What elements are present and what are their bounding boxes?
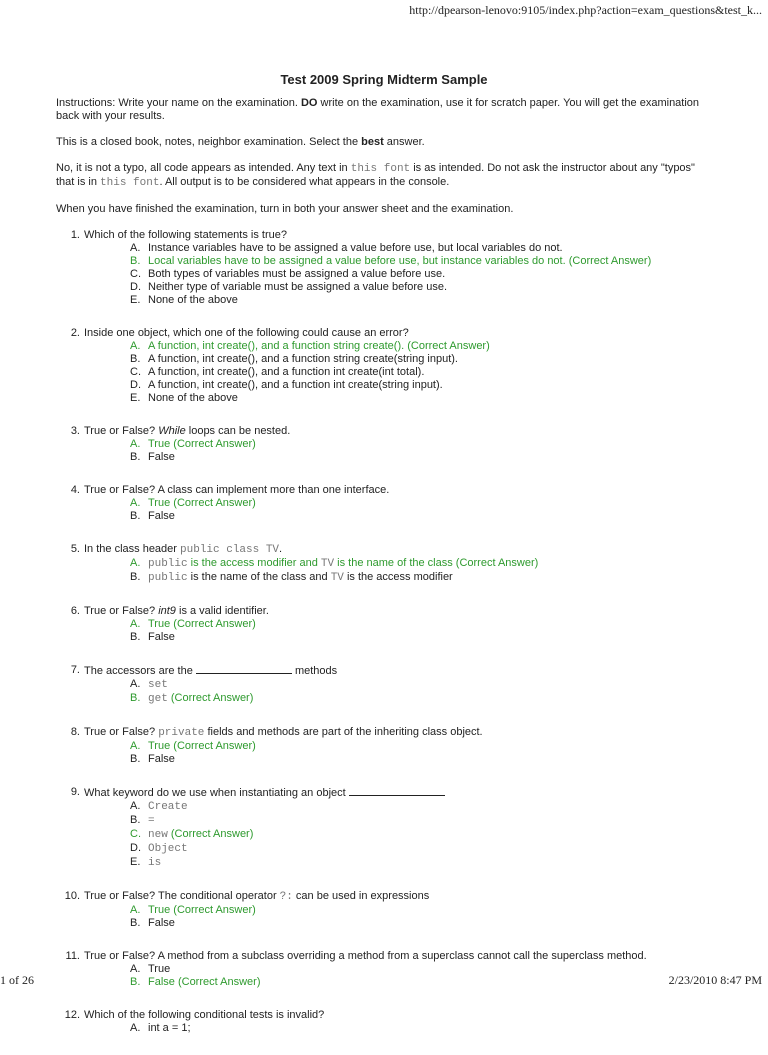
answer-option: [130, 753, 716, 766]
option-letter: B.: [130, 571, 141, 583]
correct-option: [130, 438, 716, 451]
correct-option: [130, 340, 716, 353]
question-text: [84, 726, 716, 740]
answer-option: [130, 631, 716, 644]
question-text: [84, 327, 716, 340]
page-title: Test 2009 Spring Midterm Sample: [280, 72, 488, 87]
question-item: [56, 327, 716, 405]
text-segment: None of the above: [148, 392, 238, 404]
answer-option: [130, 242, 716, 255]
option-list: [84, 242, 716, 307]
text-segment: True: [148, 740, 171, 752]
code-text: this font: [350, 163, 411, 175]
correct-answer-label: (Correct Answer): [565, 255, 652, 267]
correct-option: [130, 557, 716, 571]
option-text: [148, 392, 238, 404]
option-text: [148, 692, 253, 704]
text-segment: loops can be nested.: [185, 425, 291, 437]
text-segment: Both types of variables must be assigned a value before use.: [148, 268, 446, 280]
text-segment: Instance variables have to be assigned a value before use, but local variables do not.: [148, 242, 563, 254]
answer-blank: [196, 664, 292, 674]
option-list: [84, 904, 716, 930]
text-segment: is the name of the class and: [187, 571, 331, 583]
text-segment: Which of the following conditional tests is invalid?: [84, 1009, 325, 1021]
question-item: [56, 229, 716, 307]
option-list: [84, 340, 716, 405]
text-segment: True or False? A class can implement more than one interface.: [84, 484, 390, 496]
question-text: [84, 950, 716, 963]
bold-text: DO: [300, 97, 318, 109]
answer-option: [130, 678, 716, 692]
code-text: new: [148, 829, 168, 841]
question-text: [84, 484, 716, 497]
answer-option: [130, 451, 716, 464]
code-text: public: [148, 558, 188, 570]
text-segment: write on the examination, use it for scratch paper. You will get the examination back with your results.: [56, 97, 700, 122]
option-text: [148, 353, 458, 365]
text-segment: is a valid identifier.: [175, 605, 269, 617]
text-segment: True: [148, 904, 171, 916]
question-number: 12.: [64, 1009, 80, 1021]
text-segment: This is a closed book, notes, neighbor examination. Select the: [56, 136, 362, 148]
answer-option: [130, 917, 716, 930]
option-text: [148, 828, 253, 840]
option-letter: B.: [130, 451, 141, 463]
text-segment: False: [148, 631, 175, 643]
option-text: [148, 510, 175, 522]
option-text: [148, 917, 175, 929]
option-list: [84, 557, 716, 585]
option-letter: C.: [130, 268, 141, 280]
correct-option: [130, 740, 716, 753]
option-letter: A.: [130, 678, 141, 690]
instructions: [56, 97, 716, 216]
option-text: [148, 963, 170, 975]
question-number: 5.: [70, 543, 80, 555]
option-letter: C.: [130, 366, 141, 378]
text-segment: . All output is to be considered what appears in the console.: [159, 176, 450, 188]
correct-answer-label: (Correct Answer): [167, 692, 254, 704]
correct-option: [130, 976, 716, 989]
code-text: private: [158, 727, 205, 739]
text-segment: .: [279, 543, 283, 555]
correct-option: [130, 497, 716, 510]
text-segment: False: [148, 917, 175, 929]
text-segment: No, it is not a typo, all code appears as intended. Any text in: [56, 162, 351, 174]
option-list: [84, 678, 716, 706]
question-list: [56, 229, 716, 1035]
answer-option: [130, 856, 716, 870]
correct-answer-label: (Correct Answer): [170, 438, 256, 450]
question-text: [84, 1009, 716, 1022]
text-segment: True or False? A method from a subclass overriding a method from a superclass cannot call the superclass method.: [84, 950, 647, 962]
bold-text: best: [361, 136, 384, 148]
question-number: 3.: [70, 425, 80, 437]
option-list: [84, 800, 716, 870]
question-text: [84, 664, 716, 678]
text-segment: True: [148, 618, 171, 630]
question-number: 6.: [70, 605, 80, 617]
option-text: [148, 340, 490, 352]
code-text: public class TV: [180, 544, 280, 556]
question-item: [56, 890, 716, 930]
text-segment: False: [148, 753, 175, 765]
text-segment: True or False?: [84, 726, 159, 738]
question-number: 2.: [70, 327, 80, 339]
option-letter: E.: [130, 392, 141, 404]
option-list: [84, 438, 716, 464]
text-segment: Local variables have to be assigned a value before use, but instance variables do not.: [148, 255, 566, 267]
answer-option: [130, 379, 716, 392]
correct-answer-label: (Correct Answer): [170, 740, 256, 752]
code-text: TV: [330, 572, 344, 584]
text-segment: A function, int create(), and a function string create().: [148, 340, 405, 352]
correct-answer-label: (Correct Answer): [170, 904, 256, 916]
answer-option: [130, 353, 716, 366]
code-text: set: [148, 679, 168, 691]
text-segment: True or False? The conditional operator: [84, 890, 280, 902]
code-text: ?:: [279, 891, 293, 903]
question-number: 9.: [70, 786, 80, 798]
option-text: [148, 904, 256, 916]
answer-option: [130, 571, 716, 585]
option-list: [84, 618, 716, 644]
answer-option: [130, 268, 716, 281]
option-letter: A.: [130, 497, 141, 509]
option-text: [148, 1022, 191, 1034]
answer-option: [130, 392, 716, 405]
correct-answer-label: (Correct Answer): [452, 557, 539, 569]
option-letter: A.: [130, 340, 141, 352]
option-text: [148, 800, 188, 812]
answer-option: [130, 963, 716, 976]
option-list: [84, 963, 716, 989]
text-segment: None of the above: [148, 294, 238, 306]
correct-option: [130, 692, 716, 706]
text-segment: What keyword do we use when instantiating an object: [84, 787, 349, 799]
option-letter: B.: [130, 692, 141, 704]
question-text: [84, 890, 716, 904]
option-text: [148, 438, 256, 450]
option-letter: B.: [130, 255, 141, 267]
exam-content: [56, 97, 716, 1055]
print-datetime: 2/23/2010 8:47 PM: [668, 973, 762, 987]
question-item: [56, 726, 716, 766]
option-text: [148, 976, 260, 988]
italic-text: While: [158, 425, 186, 437]
option-text: [148, 497, 256, 509]
question-number: 1.: [70, 229, 80, 241]
text-segment: A function, int create(), and a function string create(string input).: [148, 353, 458, 365]
answer-option: [130, 842, 716, 856]
question-item: [56, 1009, 716, 1035]
question-number: 8.: [70, 726, 80, 738]
answer-option: [130, 281, 716, 294]
correct-answer-label: (Correct Answer): [404, 340, 490, 352]
option-letter: E.: [130, 294, 141, 306]
text-segment: Instructions: Write your name on the examination.: [56, 97, 301, 109]
text-segment: False: [148, 451, 175, 463]
answer-option: [130, 1022, 716, 1035]
question-text: [84, 543, 716, 557]
correct-option: [130, 904, 716, 917]
option-text: [148, 571, 453, 583]
question-item: [56, 950, 716, 989]
option-letter: C.: [130, 828, 141, 840]
question-text: [84, 229, 716, 242]
question-number: 11.: [65, 950, 80, 962]
text-segment: int a = 1;: [148, 1022, 191, 1034]
option-letter: A.: [130, 963, 141, 975]
code-text: is: [148, 857, 162, 869]
text-segment: True: [148, 963, 171, 975]
instruction-paragraph: [56, 203, 716, 216]
correct-option: [130, 828, 716, 842]
option-text: [148, 631, 175, 643]
code-text: TV: [320, 558, 335, 570]
option-letter: A.: [130, 618, 141, 630]
page-url: http://dpearson-lenovo:9105/index.php?action=exam_questions&test_k...: [409, 3, 762, 17]
option-list: [84, 740, 716, 766]
question-item: [56, 543, 716, 585]
correct-answer-label: (Correct Answer): [174, 976, 261, 988]
option-letter: A.: [130, 740, 141, 752]
option-letter: B.: [130, 353, 141, 365]
question-text: [84, 605, 716, 618]
code-text: Object: [148, 843, 188, 855]
correct-answer-label: (Correct Answer): [170, 618, 256, 630]
text-segment: Which of the following statements is true?: [84, 229, 287, 241]
option-text: [148, 294, 238, 306]
option-text: [148, 842, 188, 854]
code-text: this font: [100, 177, 160, 189]
question-text: [84, 786, 716, 800]
text-segment: is the access modifier and: [187, 557, 321, 569]
text-segment: In the class header: [84, 543, 181, 555]
option-text: [148, 618, 256, 630]
question-text: [84, 425, 716, 438]
answer-blank: [349, 786, 445, 796]
option-text: [148, 753, 175, 765]
option-text: [148, 451, 175, 463]
option-letter: B.: [130, 917, 141, 929]
option-text: [148, 856, 161, 868]
option-text: [148, 379, 443, 391]
option-letter: B.: [130, 510, 141, 522]
option-letter: D.: [130, 379, 141, 391]
answer-option: [130, 510, 716, 523]
option-text: [148, 557, 538, 569]
text-segment: can be used in expressions: [292, 890, 430, 902]
option-text: [148, 814, 155, 826]
option-text: [148, 740, 256, 752]
answer-option: [130, 814, 716, 828]
code-text: public: [148, 572, 188, 584]
instruction-paragraph: [56, 162, 716, 190]
option-text: [148, 366, 424, 378]
question-number: 10.: [64, 890, 80, 902]
text-segment: answer.: [383, 136, 425, 148]
text-segment: False: [148, 976, 175, 988]
text-segment: Neither type of variable must be assigned a value before use.: [148, 281, 448, 293]
option-text: [148, 255, 651, 267]
option-letter: B.: [130, 976, 141, 988]
text-segment: is the access modifier: [343, 571, 453, 583]
correct-option: [130, 618, 716, 631]
text-segment: methods: [291, 665, 338, 677]
question-number: 7.: [70, 664, 80, 676]
page-number: 1 of 26: [0, 973, 34, 987]
option-letter: A.: [130, 904, 141, 916]
question-item: [56, 425, 716, 464]
text-segment: True: [148, 497, 171, 509]
text-segment: fields and methods are part of the inheriting class object.: [204, 726, 483, 738]
text-segment: False: [148, 510, 175, 522]
code-text: Create: [148, 801, 188, 813]
question-item: [56, 484, 716, 523]
option-list: [84, 497, 716, 523]
option-letter: A.: [130, 438, 141, 450]
option-text: [148, 281, 447, 293]
code-text: =: [148, 815, 155, 827]
option-list: [84, 1022, 716, 1035]
option-letter: B.: [130, 753, 141, 765]
correct-answer-label: (Correct Answer): [170, 497, 256, 509]
option-letter: A.: [130, 1022, 141, 1034]
question-item: [56, 664, 716, 706]
correct-option: [130, 255, 716, 268]
option-letter: D.: [130, 842, 141, 854]
answer-option: [130, 294, 716, 307]
text-segment: When you have finished the examination, turn in both your answer sheet and the examination.: [56, 203, 514, 215]
text-segment: Inside one object, which one of the following could cause an error?: [84, 327, 409, 339]
text-segment: is the name of the class: [334, 557, 453, 569]
question-item: [56, 786, 716, 870]
question-number: 4.: [70, 484, 80, 496]
answer-option: [130, 800, 716, 814]
code-text: get: [148, 693, 168, 705]
option-letter: E.: [130, 856, 141, 868]
text-segment: True or False?: [84, 605, 159, 617]
correct-answer-label: (Correct Answer): [167, 828, 254, 840]
option-letter: B.: [130, 814, 141, 826]
italic-text: int9: [158, 605, 176, 617]
text-segment: True or False?: [84, 425, 159, 437]
instruction-paragraph: [56, 97, 716, 123]
text-segment: True: [148, 438, 171, 450]
text-segment: is as intended. Do not ask the instructor about any "typos" that is in: [56, 162, 695, 188]
option-letter: B.: [130, 631, 141, 643]
option-letter: D.: [130, 281, 141, 293]
instruction-paragraph: [56, 136, 716, 149]
option-text: [148, 268, 445, 280]
option-text: [148, 678, 168, 690]
option-text: [148, 242, 563, 254]
option-letter: A.: [130, 242, 141, 254]
option-letter: A.: [130, 557, 141, 569]
question-item: [56, 605, 716, 644]
text-segment: A function, int create(), and a function int create(string input).: [148, 379, 443, 391]
text-segment: A function, int create(), and a function int create(int total).: [148, 366, 425, 378]
option-letter: A.: [130, 800, 141, 812]
answer-option: [130, 366, 716, 379]
text-segment: The accessors are the: [84, 665, 196, 677]
